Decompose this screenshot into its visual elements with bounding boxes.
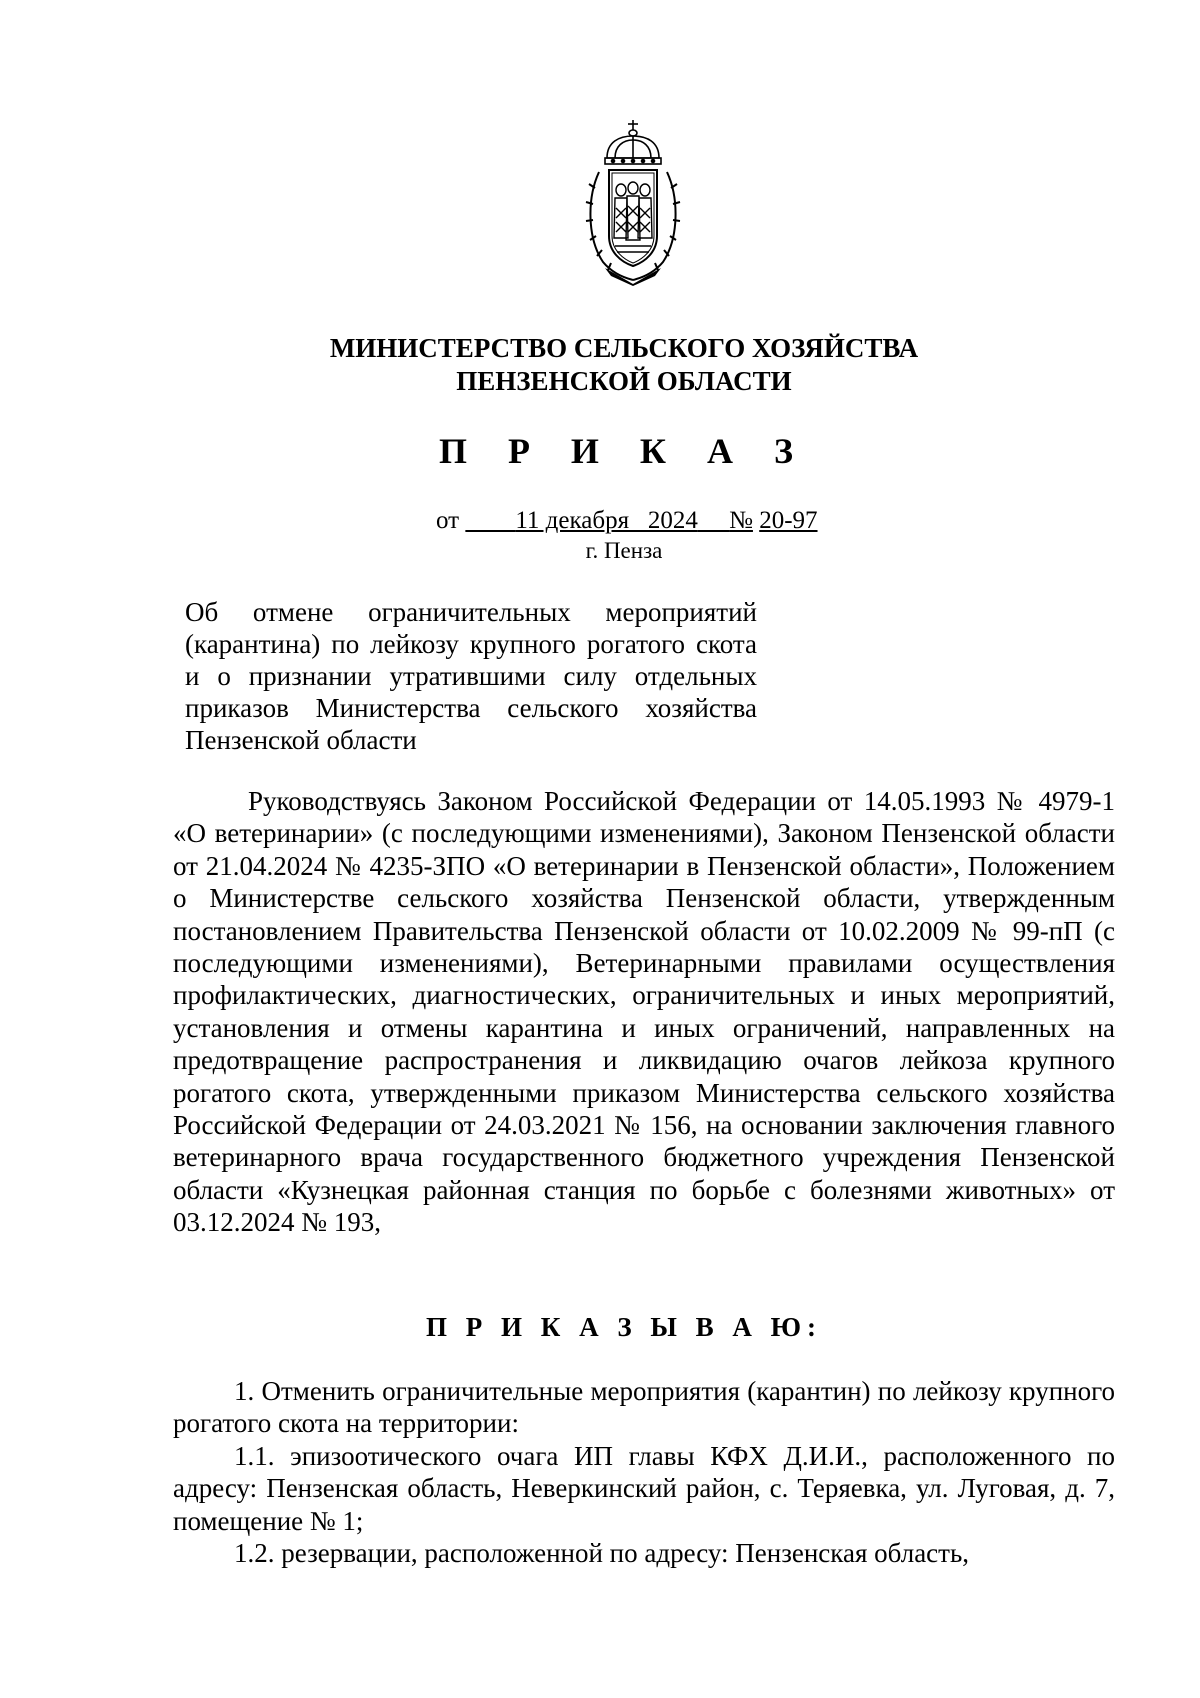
preamble	[173, 785, 1115, 1239]
number-prefix: №	[729, 507, 753, 534]
order-item-1-2: 1.2. резервации, расположенной по адресу: Пензенская область,	[234, 1538, 970, 1569]
penza-region-coat-of-arms-icon	[585, 118, 681, 286]
order-item-1: 1. Отменить ограничительные мероприятия (карантин) по лейкозу крупного рогатого скота на территории:	[173, 1376, 1115, 1439]
preamble-paragraph: Руководствуясь Законом Российской Федерации от 14.05.1993 № 4979-1 «О ветеринарии» (с последующими изменениями), Законом Пензенской области от 21.04.2024 № 4235-ЗПО «О ветеринарии в Пензенской области», Положением о Министерстве сельского хозяйства Пензенской области, утвержденным постановлением Правительства Пензенской области от 10.02.2009 № 99-пП (с последующими изменениями), Ветеринарными правилами осуществления профилактических, диагностических, ограничительных и иных мероприятий, установления и отмены карантина и иных ограничений, направленных на предотвращение распространения и ликвидацию очагов лейкоза крупного рогатого скота, утвержденными приказом Министерства сельского хозяйства Российской Федерации от 24.03.2021 № 156, на основании заключения главного ветеринарного врача государственного бюджетного учреждения Пензенской области «Кузнецкая районная станция по борьбе с болезнями животных» от 03.12.2024 № 193,	[173, 786, 1115, 1238]
document-type-title: П Р И К А З	[438, 431, 810, 471]
order-date-value: 11 декабря 2024	[515, 507, 698, 534]
orders-heading: П Р И К А З Ы В А Ю:	[426, 1312, 822, 1342]
order-date-number-line	[436, 506, 818, 536]
order-date	[465, 507, 729, 534]
order-number: 20-97	[759, 507, 818, 534]
ministry-name-line2: ПЕНЗЕНСКОЙ ОБЛАСТИ	[456, 366, 792, 396]
order-item-1-1: 1.1. эпизоотического очага ИП главы КФХ Д.И.И., расположенного по адресу: Пензенская область, Неверкинский район, с. Теряевка, ул. Луговая, д. 7, помещение № 1;	[173, 1440, 1115, 1536]
ministry-name	[0, 332, 1200, 398]
order-subject: Об отмене ограничительных мероприятий (карантина) по лейкозу крупного рогатого скота и о признании утратившими силу отдельных приказов Министерства сельского хозяйства Пензенской области	[185, 597, 757, 755]
issue-city: г. Пенза	[585, 538, 663, 563]
ministry-name-line1: МИНИСТЕРСТВО СЕЛЬСКОГО ХОЗЯЙСТВА	[329, 333, 919, 363]
order-items	[173, 1375, 1115, 1569]
date-prefix: от	[436, 507, 460, 534]
